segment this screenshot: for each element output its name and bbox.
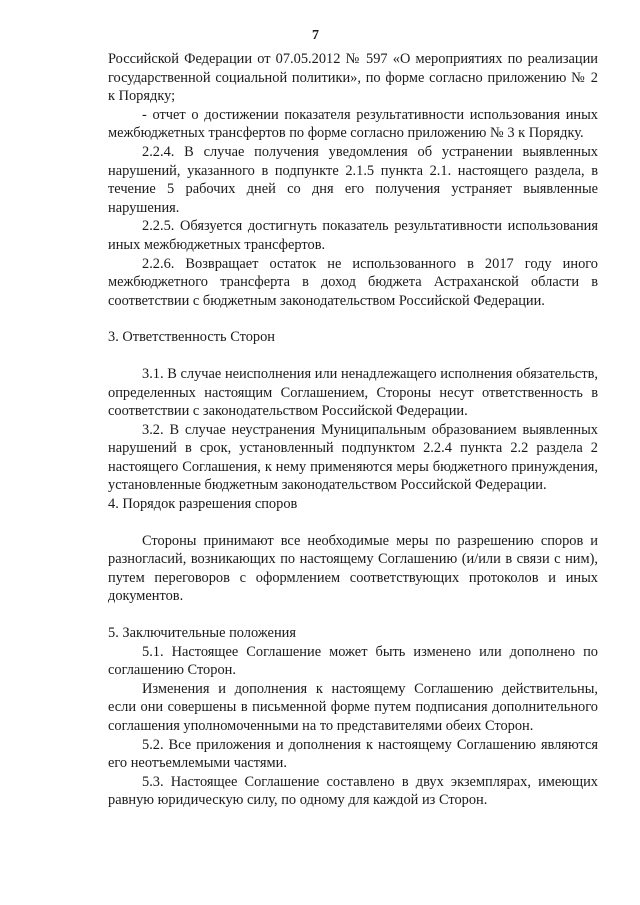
- paragraph-3-2: 3.2. В случае неустранения Муниципальным образованием выявленных нарушений в срок, установленный подпунктом 2.2.4 пункта 2.2 раздела 2 настоящего Соглашения, к нему применяются меры бюджетного принуждения, установленные бюджетным законодательством Российской Федерации.: [108, 421, 598, 494]
- paragraph-2-2-5: 2.2.5. Обязуется достигнуть показатель результативности использования иных межбюджетных трансфертов.: [108, 218, 598, 253]
- paragraph-5-1: 5.1. Настоящее Соглашение может быть изменено или дополнено по соглашению Сторон.: [108, 643, 598, 679]
- page-number: 7: [312, 28, 319, 43]
- paragraph-report-item: - отчет о достижении показателя результативности использования иных межбюджетных трансфертов по форме согласно приложению № 3 к Порядку.: [108, 106, 598, 142]
- section-3-heading: 3. Ответственность Сторон: [108, 329, 275, 346]
- paragraph-2-2-6: 2.2.6. Возвращает остаток не использованного в 2017 году иного межбюджетного трансферта в доход бюджета Астраханской области в соответствии с бюджетным законодательством Российской Федерации.: [108, 255, 598, 309]
- paragraph-2-2-4: 2.2.4. В случае получения уведомления об устранении выявленных нарушений, указанного в подпункте 2.1.5 пункта 2.1. настоящего раздела, в течение 5 рабочих дней со дня его получения устраняет выявленные нарушения.: [108, 143, 598, 216]
- paragraph-5-3: 5.3. Настоящее Соглашение составлено в двух экземплярах, имеющих равную юридическую силу, по одному для каждой из Сторон.: [108, 773, 598, 809]
- section-5-heading: 5. Заключительные положения: [108, 625, 296, 642]
- section-4-heading: 4. Порядок разрешения споров: [108, 496, 298, 513]
- paragraph-5-2: 5.2. Все приложения и дополнения к настоящему Соглашению являются его неотъемлемыми частями.: [108, 736, 598, 772]
- paragraph-5-1-changes: Изменения и дополнения к настоящему Соглашению действительны, если они совершены в письменной форме путем подписания дополнительного соглашения уполномоченными на то представителями обеих Сторон.: [108, 680, 598, 734]
- paragraph-4-1: Стороны принимают все необходимые меры по разрешению споров и разногласий, возникающих по настоящему Соглашению (и/или в связи с ним), путем переговоров с оформлением соответствующих протоколов и иных документов.: [108, 532, 598, 605]
- document-body: [108, 50, 598, 810]
- paragraph-continuation: Российской Федерации от 07.05.2012 № 597 «О мероприятиях по реализации государственной социальной политики», по форме согласно приложению № 2 к Порядку;: [108, 51, 598, 105]
- paragraph-3-1: 3.1. В случае неисполнения или ненадлежащего исполнения обязательств, определенных настоящим Соглашением, Стороны несут ответственность в соответствии с законодательством Российской Федерации.: [108, 365, 598, 420]
